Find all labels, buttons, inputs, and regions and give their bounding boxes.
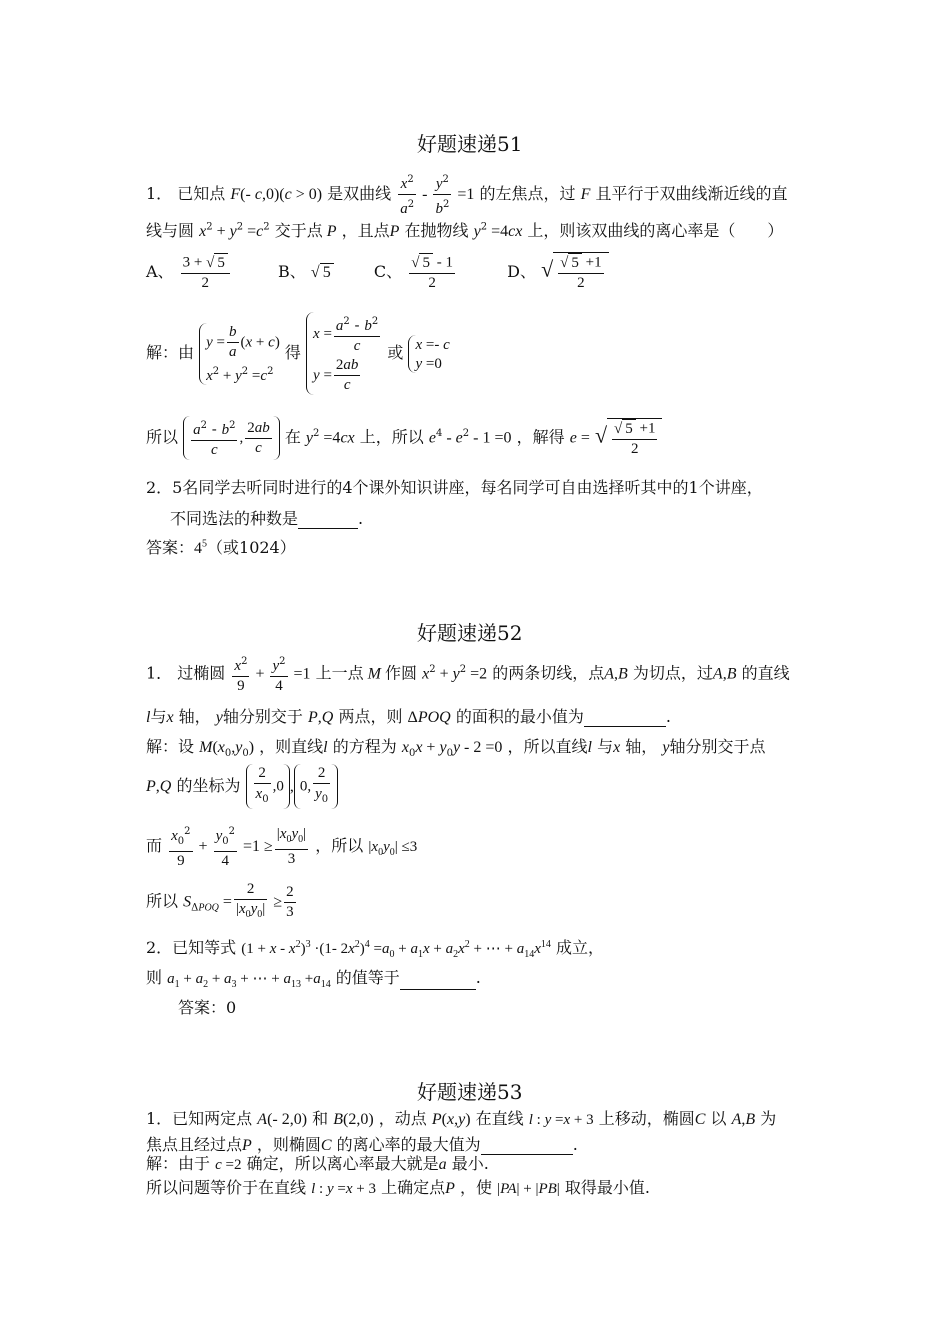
- s53-solution-line2: 所以问题等价于在直线 l : y =x + 3 上确定点P ，使 |PA| + |PB| 取得最小值.: [146, 1178, 650, 1197]
- s53-q1-line1: 1．已知两定点 A(- 2,0) 和 B(2,0) ，动点 P(x,y) 在直线 l : y =x + 3 上移动，椭圆C 以 A,B 为: [146, 1109, 777, 1128]
- option-a[interactable]: A、 $\frac{3 + √ 5}{2}$: [146, 262, 237, 281]
- s51-answer: 答案：$4^5$（或1024）: [146, 538, 296, 557]
- s51-solution-result: 所以 $\frac{a^2 - b^2}{c}$ , $\frac{2ab}{c}$ 在 $y^2 =4cx$ 上，所以 $e^4 - e^2 - 1 =0$ ，解得 e = √ $\frac{√ 5 +1}{2}$: [146, 416, 662, 460]
- s52-solution-line4: 所以 $S_{\Delta POQ}$ = $\frac{2}{|x_0y_0|}$ ≥ $\frac{2}{3}$: [146, 881, 294, 920]
- section-title-52: 好题速递52: [417, 621, 523, 645]
- s51-q1-line2: 线与圆 $x^2 + y^2 =c^2$ 交于点 P ，且点P 在抛物线 $y^2 =4cx$ 上，则该双曲线的离心率是（ ）: [146, 221, 784, 240]
- s51-solution-system: 解：由 y = $\frac{b}{a}$ (x + c) $x^2 + y^2 =c^2$ 得 x = $\frac{a^2 - b^2}{c}$ y = $\frac{2ab}{c}$ 或 x =- c y =0: [146, 312, 450, 395]
- s53-q1-line2: 焦点且经过点P ，则椭圆C 的离心率的最大值为 .: [146, 1135, 578, 1154]
- s52-answer: 答案：0: [178, 998, 237, 1017]
- option-c[interactable]: C、 $\frac{√ 5 - 1}{2}$: [373, 253, 453, 291]
- answer-blank: [584, 707, 666, 727]
- s52-solution-line3: 而 $\frac{x_0^2}{9}$ + $\frac{y_0^2}{4}$ =1 ≥ $\frac{|x_0y_0|}{3}$ ，所以 $|x_0y_0| \le 3$: [146, 822, 417, 871]
- s51-q2-line1: 2．5名同学去听同时进行的4个课外知识讲座，每名同学可自由选择听其中的1个讲座，: [146, 478, 763, 497]
- s52-q2-line2: 则 $a_1 + a_2 + a_3$ + ⋯ + $a_{13} +a_{14}$ 的值等于 .: [146, 968, 481, 990]
- s52-solution-line1: 解：设 $M(x_0,y_0)$ ，则直线l 的方程为 $x_0x + y_0y - 2 =0$ ，所以直线l 与x 轴， y轴分别交于点: [146, 737, 766, 760]
- s52-q2-line1: 2．已知等式 $(1 + x - x^2)^3 \cdot(1-$ $2x^2)^4 =a_0 + a_1x + a_2x^2$ + ⋯ + $a_{14}x^{14}$ 成立，: [146, 938, 604, 960]
- option-d[interactable]: D、 √ $\frac{√ 5 +1}{2}$: [507, 262, 608, 281]
- option-b[interactable]: B、 √ 5: [278, 262, 339, 281]
- section-title-53: 好题速递53: [417, 1080, 523, 1104]
- s51-q1-line1: 1． 已知点 F(- c,0)(c > 0) 是双曲线 $\frac{x^2}{a^2}$ - $\frac{y^2}{b^2}$ =1 的左焦点，过 F 且平行于双曲线渐近线的直: [146, 170, 787, 219]
- answer-blank: [298, 509, 358, 529]
- s52-q1-line2: l与x 轴， y轴分别交于 P,Q 两点，则 ΔPOQ 的面积的最小值为 .: [146, 707, 671, 726]
- s52-solution-line2: P,Q 的坐标为 $\frac{2}{x_0}$ ,0 , 0, $\frac{2}{y_0}$: [146, 764, 338, 809]
- s53-solution-line1: 解：由于 c =2 确定，所以离心率最大就是a 最小.: [146, 1154, 489, 1173]
- s51-options: [146, 252, 609, 293]
- s51-q2-line2: 不同选法的种数是 .: [170, 509, 364, 528]
- answer-blank: [481, 1135, 573, 1155]
- section-title-51: 好题速递51: [417, 132, 523, 156]
- answer-blank: [400, 970, 476, 990]
- s52-q1-line1: 1． 过椭圆 $\frac{x^2}{9}$ + $\frac{y^2}{4}$ =1 上一点 M 作圆 $x^2 + y^2 =2$ 的两条切线，点A,B 为切点，过A,B 的直线: [146, 652, 790, 696]
